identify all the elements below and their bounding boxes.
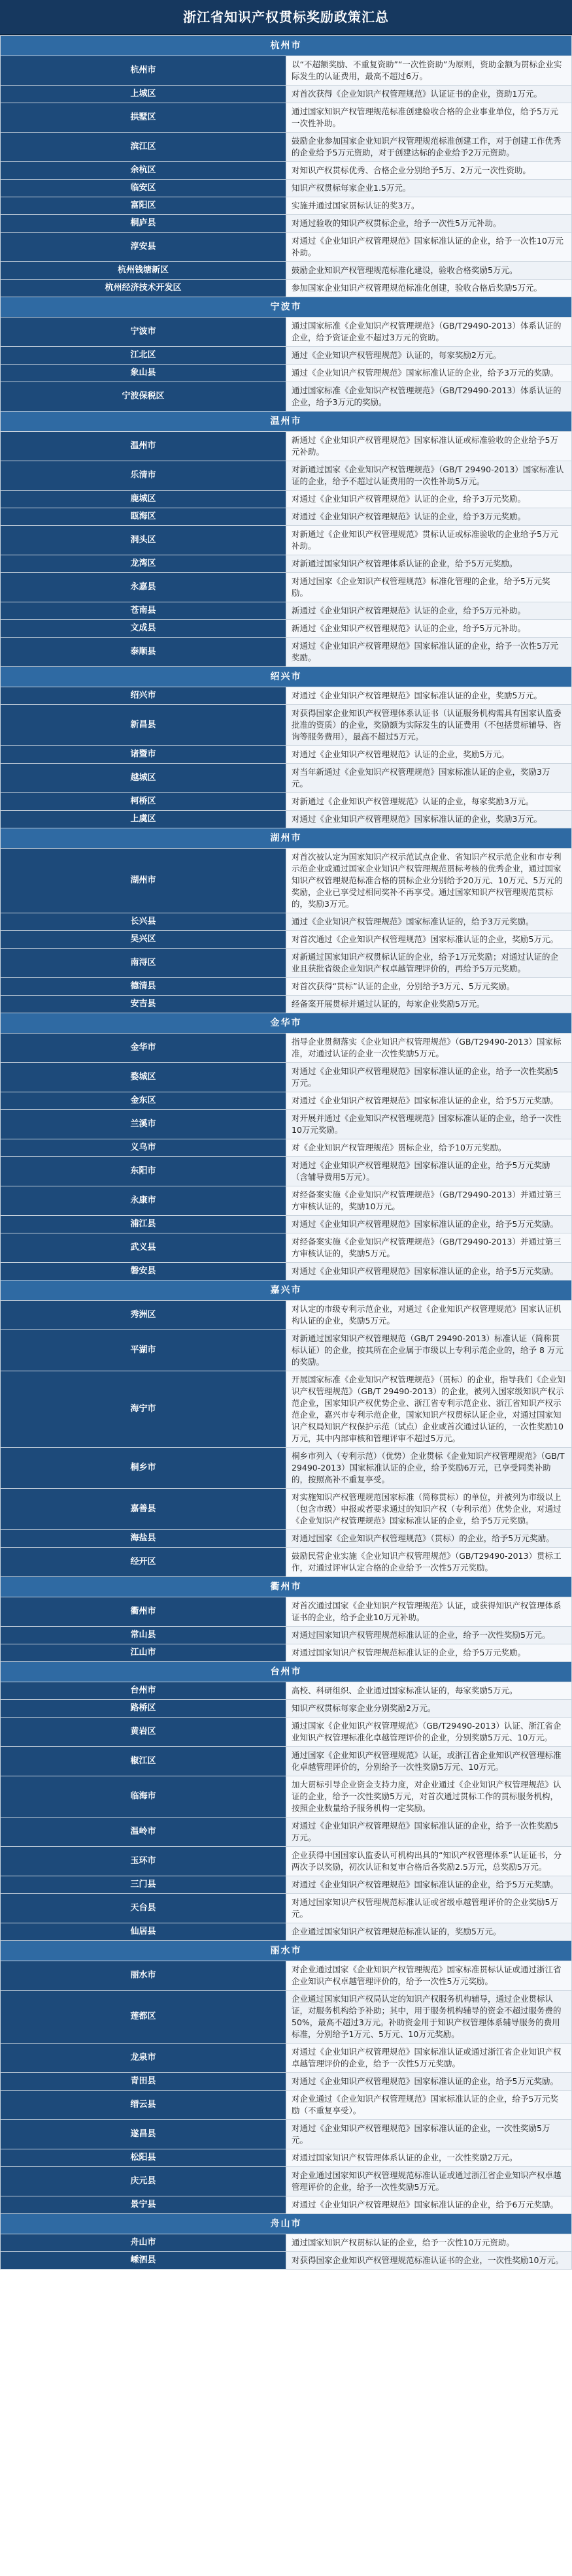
policy-text: 以“不超额奖励、不重复资助”“一次性资助”为原则，资助金额为贯标企业实际发生的认证费用，最高不超过6万。 [286, 56, 572, 86]
area-name: 经开区 [1, 1548, 286, 1577]
area-name: 桐庐县 [1, 215, 286, 233]
policy-text: 对首次通过《企业知识产权管理规范》国家标准认证的企业，奖励5万元。 [286, 931, 572, 949]
area-name: 椒江区 [1, 1747, 286, 1776]
policy-text: 经备案开展贯标并通过认证的，每家企业奖励5万元。 [286, 996, 572, 1013]
policy-text: 对首次获得“贯标”认证的企业，分别给予3万元、5万元奖励。 [286, 978, 572, 996]
policy-text: 对当年新通过《企业知识产权管理规范》国家标准认证的企业，奖励3万元。 [286, 764, 572, 793]
city-section-header [1, 1662, 572, 1682]
policy-text: 对首次被认定为国家知识产权示范试点企业、省知识产权示范企业和市专利示范企业或通过国家企业知识产权管理规范贯标考核的优秀企业，通过国家知识产权管理规范标准合格的贯标企业分别给予20万元、10万元、5万元的奖励，企业已享受过相同奖补不再享受。通过国家知识产权管理规范贯标的，奖励3万元。 [286, 849, 572, 913]
area-name: 武义县 [1, 1233, 286, 1263]
policy-text: 对通过验收的知识产权贯标企业，给予一次性5万元补助。 [286, 215, 572, 233]
area-name: 嵊泗县 [1, 2252, 286, 2270]
policy-text: 对通过《企业知识产权管理规范》国家标准认证的企业，给予5万元奖励。 [286, 2073, 572, 2091]
table-row [1, 1157, 572, 1186]
table-row [1, 746, 572, 764]
policy-text: 对通过《企业知识产权管理规范》国家标准认证的企业，给予5万元奖励。 [286, 1216, 572, 1233]
table-row [1, 638, 572, 667]
policy-text: 通过国家标准《企业知识产权管理规范》（GB/T29490-2013）体系认证的企业，给予资证企业不超过3万元的资助。 [286, 318, 572, 347]
table-row [1, 461, 572, 491]
area-name: 龙泉市 [1, 2044, 286, 2073]
area-name: 上虞区 [1, 811, 286, 828]
table-row [1, 2044, 572, 2073]
area-name: 海盐县 [1, 1530, 286, 1548]
city-section-header [1, 1280, 572, 1301]
table-row [1, 56, 572, 86]
policy-text: 对通过《企业知识产权管理规范》国家标准认证的企业，给予6万元奖励。 [286, 2196, 572, 2214]
table-row [1, 1139, 572, 1157]
area-name: 江山市 [1, 1644, 286, 1662]
area-name: 丽水市 [1, 1961, 286, 1991]
table-row [1, 86, 572, 103]
table-row [1, 913, 572, 931]
policy-text: 对认定的市级专利示范企业，对通过《企业知识产权管理规范》国家认证机构认证的企业，奖励5万元。 [286, 1301, 572, 1330]
table-row [1, 180, 572, 197]
area-name: 磐安县 [1, 1263, 286, 1280]
table-row [1, 526, 572, 555]
policy-text: 实施并通过国家贯标认证的奖3万。 [286, 197, 572, 215]
table-row [1, 620, 572, 638]
area-name: 舟山市 [1, 2234, 286, 2252]
area-name: 台州市 [1, 1682, 286, 1700]
table-row [1, 602, 572, 620]
policy-text: 对通过国家《企业知识产权管理规范》（贯标）的企业，给予5万元奖励。 [286, 1530, 572, 1548]
area-name: 衢州市 [1, 1597, 286, 1627]
policy-text: 对首次通过国家《企业知识产权管理规范》认证，或获得知识产权管理体系证书的企业，给予企业10万元补助。 [286, 1597, 572, 1627]
policy-text: 通过《企业知识产权管理规范》认证的，每家奖励2万元。 [286, 347, 572, 365]
policy-text: 鼓励企业知识产权管理规范标准化建设，验收合格奖励5万元。 [286, 262, 572, 280]
table-row [1, 1301, 572, 1330]
table-row [1, 162, 572, 180]
city-name: 温州市 [1, 412, 572, 432]
area-name: 庆元县 [1, 2167, 286, 2196]
table-row [1, 1682, 572, 1700]
city-section-header [1, 2214, 572, 2234]
policy-text: 对通过《企业知识产权管理规范》国家标准认证的企业，奖励3万元。 [286, 811, 572, 828]
table-row [1, 2234, 572, 2252]
policy-text: 通过《企业知识产权管理规范》国家标准认证的企业，给予3万元的奖励。 [286, 365, 572, 382]
area-name: 南浔区 [1, 949, 286, 978]
table-row [1, 849, 572, 913]
policy-text: 新通过《企业知识产权管理规范》认证的企业，给予5万元补助。 [286, 602, 572, 620]
policy-text: 对通过《企业知识产权管理规范》认证的企业，给予3万元奖励。 [286, 508, 572, 526]
table-row [1, 318, 572, 347]
policy-text: 对通过《企业知识产权管理规范》国家标准认证的企业，给予一次性奖励5万元。 [286, 1063, 572, 1092]
area-name: 杭州市 [1, 56, 286, 86]
table-row [1, 1961, 572, 1991]
policy-text: 对通过《企业知识产权管理规范》认证的企业，奖励5万元。 [286, 746, 572, 764]
policy-text: 对通过国家《企业知识产权管理规范》标准化管理的企业，给予5万元奖励。 [286, 573, 572, 602]
policy-text: 知识产权贯标每家企业分别奖励2万元。 [286, 1700, 572, 1718]
policy-text: 对获得国家企业知识产权管理规范标准认证书的企业，一次性奖励10万元。 [286, 2252, 572, 2270]
policy-text: 对实施知识产权管理规范国家标准（简称贯标）的单位，并被列为市级以上（包含市级）申报或者要求通过的知识产权（专利示范）优势企业，对通过《企业知识产权管理规范》国家标准认证的企业，给予5万元奖励。 [286, 1489, 572, 1530]
area-name: 龙湾区 [1, 555, 286, 573]
policy-text: 对知识产权贯标优秀、合格企业分别给予5万、2万元一次性资助。 [286, 162, 572, 180]
area-name: 海宁市 [1, 1371, 286, 1448]
policy-text: 对通过《企业知识产权管理规范》国家标准认证的企业，给予一次性5万元奖励。 [286, 638, 572, 667]
policy-text: 对通过国家知识产权管理规范标准认证的企业，给予5万元奖励。 [286, 1644, 572, 1662]
area-name: 余杭区 [1, 162, 286, 180]
table-row [1, 1718, 572, 1747]
area-name: 温岭市 [1, 1818, 286, 1847]
area-name: 江北区 [1, 347, 286, 365]
area-name: 鹿城区 [1, 491, 286, 508]
area-name: 杭州钱塘新区 [1, 262, 286, 280]
policy-text: 对经备案实施《企业知识产权管理规范》（GB/T29490-2013）并通过第三方审核认证的，奖励5万元。 [286, 1233, 572, 1263]
area-name: 滨江区 [1, 133, 286, 162]
policy-text: 对开展并通过《企业知识产权管理规范》国家标准认证的企业，给予一次性10万元奖励。 [286, 1110, 572, 1139]
city-section-header [1, 828, 572, 849]
policy-text: 对通过《企业知识产权管理规范》国家标准认证的企业，给予5万元奖励。 [286, 1092, 572, 1110]
area-name: 文成县 [1, 620, 286, 638]
area-name: 长兴县 [1, 913, 286, 931]
table-row [1, 1644, 572, 1662]
area-name: 婺城区 [1, 1063, 286, 1092]
table-row [1, 133, 572, 162]
area-name: 乐清市 [1, 461, 286, 491]
table-row [1, 978, 572, 996]
area-name: 泰顺县 [1, 638, 286, 667]
table-row [1, 262, 572, 280]
table-row [1, 1991, 572, 2044]
area-name: 秀洲区 [1, 1301, 286, 1330]
area-name: 越城区 [1, 764, 286, 793]
table-row [1, 382, 572, 412]
policy-text: 新通过《企业知识产权管理规范》认证的企业，给予5万元补助。 [286, 620, 572, 638]
city-section-header [1, 1577, 572, 1597]
area-name: 莲都区 [1, 1991, 286, 2044]
city-name: 衢州市 [1, 1577, 572, 1597]
area-name: 湖州市 [1, 849, 286, 913]
table-row [1, 1627, 572, 1644]
city-section-header [1, 36, 572, 56]
area-name: 宁波保税区 [1, 382, 286, 412]
policy-text: 通过国家知识产权管理规范标准创建验收合格的企业事业单位，给予5万元一次性补助。 [286, 103, 572, 133]
policy-text: 对通过《企业知识产权管理规范》国家标准认证的企业，一次性奖励5万元。 [286, 2120, 572, 2149]
policy-table [0, 35, 572, 2270]
table-row [1, 2149, 572, 2167]
area-name: 三门县 [1, 1876, 286, 1894]
area-name: 洞头区 [1, 526, 286, 555]
table-row [1, 1489, 572, 1530]
table-row [1, 432, 572, 461]
policy-text: 通过《企业知识产权管理规范》国家标准认证的，给予3万元奖励。 [286, 913, 572, 931]
table-row [1, 103, 572, 133]
area-name: 遂昌县 [1, 2120, 286, 2149]
city-name: 嘉兴市 [1, 1280, 572, 1301]
policy-text: 参加国家企业知识产权管理规范标准化创建，验收合格后奖励5万元。 [286, 280, 572, 297]
policy-text: 高校、科研组织、企业通过国家标准认证的，每家奖励5万元。 [286, 1682, 572, 1700]
area-name: 景宁县 [1, 2196, 286, 2214]
area-name: 仙居县 [1, 1923, 286, 1941]
city-name: 舟山市 [1, 2214, 572, 2234]
policy-text: 对企业通过国家《企业知识产权管理规范》国家标准贯标认证或通过浙江省企业知识产权卓越管理评价的，给予一次性5万元奖励。 [286, 1961, 572, 1991]
table-row [1, 280, 572, 297]
table-row [1, 1597, 572, 1627]
area-name: 上城区 [1, 86, 286, 103]
city-name: 湖州市 [1, 828, 572, 849]
policy-text: 开展国家标准《企业知识产权管理规范》（贯标）的企业，指导我们《企业知识产权管理规范》（GB/T 29490-2013）的企业，被列入国家级知识产权示范企业，国家知识产权优势企业、浙江省专利示范企业、浙江省知识产权示范企业，嘉兴市专利示范企业，国家知识产权贯标认证企业，对通过国家知识产权局知识产权保护示范（试点）企业或首次通过认证的，一次性奖励10万元，其中内部审核和管理评审不超过5万元。 [286, 1371, 572, 1448]
policy-text: 对通过《企业知识产权管理规范》国家标准认证的企业，给予5万元奖励（含辅导费用5万元）。 [286, 1157, 572, 1186]
city-name: 杭州市 [1, 36, 572, 56]
policy-text: 对通过《企业知识产权管理规范》国家标准认证的企业，给予5万元奖励。 [286, 1263, 572, 1280]
policy-text: 对通过《企业知识产权管理规范》国家标准认证的企业，奖励5万元。 [286, 687, 572, 705]
policy-text: 鼓励企业参加国家企业知识产权管理规范标准创建工作，对于创建工作优秀的企业给予5万元资助，对于创建达标的企业给予2万元资助。 [286, 133, 572, 162]
area-name: 玉环市 [1, 1847, 286, 1876]
table-row [1, 491, 572, 508]
area-name: 临海市 [1, 1776, 286, 1818]
policy-text: 对通过《企业知识产权管理规范》国家标准认证的企业，给予一次性奖励5万元。 [286, 1818, 572, 1847]
area-name: 嘉善县 [1, 1489, 286, 1530]
table-row [1, 1034, 572, 1063]
area-name: 缙云县 [1, 2091, 286, 2120]
area-name: 平湖市 [1, 1330, 286, 1371]
policy-text: 对《企业知识产权管理规范》贯标企业，给予10万元奖励。 [286, 1139, 572, 1157]
area-name: 拱墅区 [1, 103, 286, 133]
policy-text: 对新通过国家知识产权管理体系认证的企业，给予5万元奖励。 [286, 555, 572, 573]
city-section-header [1, 412, 572, 432]
area-name: 安吉县 [1, 996, 286, 1013]
table-row [1, 233, 572, 262]
policy-text: 对通过《企业知识产权管理规范》国家标准认证的企业，给予一次性10万元补助。 [286, 233, 572, 262]
area-name: 金华市 [1, 1034, 286, 1063]
area-name: 兰溪市 [1, 1110, 286, 1139]
policy-text: 新通过《企业知识产权管理规范》国家标准认证或标准验收的企业给予5万元补助。 [286, 432, 572, 461]
area-name: 东阳市 [1, 1157, 286, 1186]
area-name: 天台县 [1, 1894, 286, 1923]
city-name: 绍兴市 [1, 667, 572, 687]
table-row [1, 2167, 572, 2196]
table-row [1, 555, 572, 573]
table-row [1, 1747, 572, 1776]
table-row [1, 1063, 572, 1092]
table-row [1, 1818, 572, 1847]
policy-text: 对新通过《企业知识产权管理规范》认证的企业，每家奖励3万元。 [286, 793, 572, 811]
city-section-header [1, 1013, 572, 1034]
area-name: 桐乡市 [1, 1448, 286, 1489]
area-name: 新昌县 [1, 705, 286, 746]
area-name: 柯桥区 [1, 793, 286, 811]
policy-text: 对通过《企业知识产权管理规范》国家标准认证或通过浙江省企业知识产权卓越管理评价的企业，给予一次性5万元奖励。 [286, 2044, 572, 2073]
table-row [1, 2196, 572, 2214]
table-row [1, 1530, 572, 1548]
table-row [1, 1092, 572, 1110]
area-name: 诸暨市 [1, 746, 286, 764]
table-row [1, 1894, 572, 1923]
area-name: 杭州经济技术开发区 [1, 280, 286, 297]
policy-text: 对新通过国家知识产权管理规范（GB/T 29490-2013）标准认证（简称贯标认证）的企业，按其所在企业属于市级以上专利示范企业的，给予 8 万元的奖励。 [286, 1330, 572, 1371]
policy-text: 桐乡市列入（专利示范）（优势）企业贯标《企业知识产权管理规范》（GB/T 29490-2013）国家标准认证的企业，给予奖励6万元，已享受同类补助的，按照高补不重复享受。 [286, 1448, 572, 1489]
area-name: 常山县 [1, 1627, 286, 1644]
table-row [1, 347, 572, 365]
area-name: 永嘉县 [1, 573, 286, 602]
table-row [1, 365, 572, 382]
table-row [1, 949, 572, 978]
table-row [1, 931, 572, 949]
area-name: 义乌市 [1, 1139, 286, 1157]
table-row [1, 1876, 572, 1894]
city-name: 宁波市 [1, 297, 572, 318]
table-row [1, 1233, 572, 1263]
policy-text: 对新通过《企业知识产权管理规范》贯标认证或标准验收的企业给予5万元补助。 [286, 526, 572, 555]
table-row [1, 1110, 572, 1139]
policy-text: 知识产权贯标每家企业1.5万元。 [286, 180, 572, 197]
table-row [1, 1548, 572, 1577]
table-row [1, 1776, 572, 1818]
city-section-header [1, 1941, 572, 1961]
policy-table-body [1, 36, 572, 2270]
policy-text: 鼓励民营企业实施《企业知识产权管理规范》（GB/T29490-2013）贯标工作，对通过评审认定合格的企业给予一次性5万元奖励。 [286, 1548, 572, 1577]
table-row [1, 1186, 572, 1216]
area-name: 温州市 [1, 432, 286, 461]
area-name: 苍南县 [1, 602, 286, 620]
area-name: 金东区 [1, 1092, 286, 1110]
policy-text: 对企业通过《企业知识产权管理规范》国家标准认证的企业，给予5万元奖励（不重复享受）。 [286, 2091, 572, 2120]
policy-text: 通过国家《企业知识产权管理规范》（GB/T29490-2013）认证、浙江省企业知识产权管理标准化卓越管理评价的企业，分别奖励5万元、10万元。 [286, 1718, 572, 1747]
policy-text: 通过国家《企业知识产权管理规范》认证，或浙江省企业知识产权管理标准化卓越管理评价的，分别给予一次性奖励5万元、10万元。 [286, 1747, 572, 1776]
city-section-header [1, 667, 572, 687]
table-row [1, 1263, 572, 1280]
area-name: 淳安县 [1, 233, 286, 262]
table-row [1, 508, 572, 526]
table-row [1, 2252, 572, 2270]
policy-text: 对新通过国家知识产权贯标认证的企业，给予1万元奖励；对通过认证的企业且获批省级企业知识产权卓越管理评价的，再给予5万元奖励。 [286, 949, 572, 978]
table-row [1, 1923, 572, 1941]
policy-text: 对新通过国家《企业知识产权管理规范》（GB/T 29490-2013）国家标准认证的企业，给予不超过认证费用的一次性补助5万元。 [286, 461, 572, 491]
policy-text: 对首次获得《企业知识产权管理规范》认证证书的企业，资助1万元。 [286, 86, 572, 103]
policy-text: 指导企业贯彻落实《企业知识产权管理规范》（GB/T29490-2013）国家标准，对通过认证的企业一次性奖励5万元。 [286, 1034, 572, 1063]
city-name: 金华市 [1, 1013, 572, 1034]
table-row [1, 1371, 572, 1448]
area-name: 松阳县 [1, 2149, 286, 2167]
city-name: 丽水市 [1, 1941, 572, 1961]
table-row [1, 2091, 572, 2120]
policy-text: 对通过国家知识产权管理规范标准认证的企业，给予一次性奖励5万元。 [286, 1627, 572, 1644]
table-row [1, 764, 572, 793]
area-name: 临安区 [1, 180, 286, 197]
table-row [1, 705, 572, 746]
table-row [1, 1448, 572, 1489]
policy-text: 加大贯标引导企业资金支持力度，对企业通过《企业知识产权管理规范》认证的企业，给予一次性奖励5万元，对首次通过贯标工作的贯标服务机构，按照企业数量给予服务机构一定奖励。 [286, 1776, 572, 1818]
city-name: 台州市 [1, 1662, 572, 1682]
table-row [1, 1330, 572, 1371]
area-name: 浦江县 [1, 1216, 286, 1233]
city-section-header [1, 297, 572, 318]
table-row [1, 996, 572, 1013]
table-row [1, 1700, 572, 1718]
table-row [1, 811, 572, 828]
table-row [1, 215, 572, 233]
policy-text: 通过国家知识产权贯标认证的企业，给予一次性10万元资助。 [286, 2234, 572, 2252]
policy-text: 对企业通过国家知识产权管理规范标准认证或通过浙江省企业知识产权卓越管理评价的企业，给予一次性奖励5万元。 [286, 2167, 572, 2196]
policy-text: 对经备案实施《企业知识产权管理规范》（GB/T29490-2013）并通过第三方审核认证的，奖励10万元。 [286, 1186, 572, 1216]
policy-text: 对通过国家知识产权管理规范标准认证或省级卓越管理评价的企业奖励5万元。 [286, 1894, 572, 1923]
table-row [1, 2073, 572, 2091]
table-row [1, 1847, 572, 1876]
policy-text: 通过国家标准《企业知识产权管理规范》（GB/T29490-2013）体系认证的企业，给予3万元的奖励。 [286, 382, 572, 412]
area-name: 永康市 [1, 1186, 286, 1216]
policy-text: 对通过国家知识产权管理体系认证的企业，一次性奖励2万元。 [286, 2149, 572, 2167]
policy-text: 对获得国家企业知识产权管理体系认证书（认证服务机构需具有国家认监委批准的资质）的企业，奖励额为实际发生的认证费用（不包括贯标辅导、咨询等服务费用），最高不超过5万元。 [286, 705, 572, 746]
area-name: 象山县 [1, 365, 286, 382]
area-name: 富阳区 [1, 197, 286, 215]
table-row [1, 1216, 572, 1233]
area-name: 瓯海区 [1, 508, 286, 526]
area-name: 吴兴区 [1, 931, 286, 949]
policy-text: 企业获得中国国家认监委认可机构出具的“知识产权管理体系”认证证书，分两次予以奖励，初次认证和复审合格后各奖励2.5万元，总奖励5万元。 [286, 1847, 572, 1876]
area-name: 德清县 [1, 978, 286, 996]
policy-text: 对通过《企业知识产权管理规范》认证的企业，给予3万元奖励。 [286, 491, 572, 508]
table-row [1, 793, 572, 811]
area-name: 黄岩区 [1, 1718, 286, 1747]
policy-text: 企业通过国家知识产权局认定的知识产权服务机构辅导，通过企业贯标认证，对服务机构给予补助；其中，用于服务机构辅导的资金不超过服务费的50%，最高不超过3万元。补助资金用于知识产权管理体系辅导服务的费用标准，分别给予1万元、5万元、10万元奖励。 [286, 1991, 572, 2044]
table-row [1, 573, 572, 602]
table-row [1, 2120, 572, 2149]
area-name: 绍兴市 [1, 687, 286, 705]
area-name: 青田县 [1, 2073, 286, 2091]
area-name: 路桥区 [1, 1700, 286, 1718]
area-name: 宁波市 [1, 318, 286, 347]
table-row [1, 687, 572, 705]
policy-text: 对通过《企业知识产权管理规范》国家标准认证的企业，给予5万元奖励。 [286, 1876, 572, 1894]
table-row [1, 197, 572, 215]
page-title: 浙江省知识产权贯标奖励政策汇总 [0, 0, 572, 35]
policy-text: 企业通过国家知识产权管理规范标准认证的，奖励5万元。 [286, 1923, 572, 1941]
